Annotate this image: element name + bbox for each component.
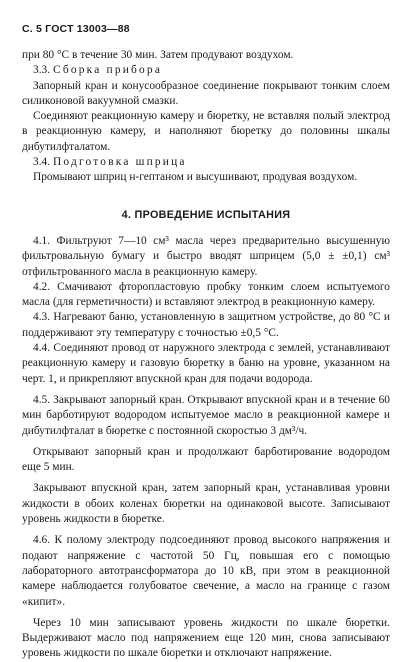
paragraph-3-4-1: Промывают шприц н-гептаном и высушивают, продувая воздухом. bbox=[33, 171, 358, 184]
section-4-title: 4. ПРОВЕДЕНИЕ ИСПЫТАНИЯ bbox=[121, 208, 291, 221]
paragraph-4-6: 4.6. К полому электроду подсоединяют провод высокого напряжения и подают напряжение с частотой 50 Гц, повышая его с помощью лабораторного автотрансформатора до 10 кВ, при этом в реакционной камере наблюдается голубоватое свечение, а масло на границе с газом «кипит». bbox=[22, 534, 390, 608]
paragraph-4-5: 4.5. Закрывают запорный кран. Открывают впускной кран и в течение 60 мин барботируют водородом испытуемое масло в реакционной камере и дибутилфталат в бюретке с постоянной скоростью 3 дм³/ч. bbox=[22, 393, 390, 437]
paragraph-4-6-b: Через 10 мин записывают уровень жидкости по шкале бюретки. Выдерживают масло под напряжением еще 120 мин, снова записывают уровень жидкости по шкале бюретки и отключают напряжение. bbox=[22, 616, 390, 660]
paragraph-4-4: 4.4. Соединяют провод от наружного электрода с землей, устанавливают реакционную камеру и газовую бюретку в баню на уровне, указанном на черт. 1, и прикрепляют впускной кран для подачи водорода. bbox=[22, 342, 390, 385]
subsection-3-4-number: 3.4. bbox=[33, 156, 51, 169]
subsection-3-4-title: Подготовка шприца bbox=[52, 156, 187, 169]
subsection-3-3-title: Сборка прибора bbox=[52, 64, 163, 77]
paragraph-4-5-c: Закрывают впускной кран, затем запорный кран, устанавливая уровни жидкости в обоих коленах бюретки на одинаковой высоте. Записывают уровень жидкости в бюретке. bbox=[22, 482, 390, 526]
intro-line: при 80 °С в течение 30 мин. Затем продувают воздухом. bbox=[22, 49, 294, 61]
subsection-3-4-heading bbox=[22, 155, 390, 170]
paragraph-4-1: 4.1. Фильтруют 7—10 см³ масла через предварительно высушенную фильтровальную бумагу и быстро вводят шприцем (5,0 ± ±0,1) см³ отфильтрованного масла в реакционную камеру. bbox=[22, 234, 390, 278]
paragraph-4-2: 4.2. Смачивают фторопластовую пробку тонким слоем испытуемого масла (для герметичности) и вставляют электрод в реакционную камеру. bbox=[22, 280, 390, 309]
page-header: С. 5 ГОСТ 13003—88 bbox=[22, 23, 130, 35]
paragraph-4-3: 4.3. Нагревают баню, установленную в защитном устройстве, до 80 °С и поддерживают эту температуру с точностью ±0,5 °С. bbox=[22, 311, 390, 339]
paragraph-4-5-b: Открывают запорный кран и продолжают барботирование водородом еще 5 мин. bbox=[22, 445, 390, 474]
paragraph-3-3-1: Запорный кран и конусообразное соединение покрывают тонким слоем силиконовой вакуумной смазки. bbox=[22, 79, 390, 107]
subsection-3-3-heading bbox=[22, 63, 390, 78]
subsection-3-3-number: 3.3. bbox=[33, 64, 51, 77]
paragraph-3-3-2: Соединяют реакционную камеру и бюретку, не вставляя полый электрод в реакционную камеру, и наполняют бюретку до половины шкалы дибутилфталатом. bbox=[22, 110, 390, 153]
